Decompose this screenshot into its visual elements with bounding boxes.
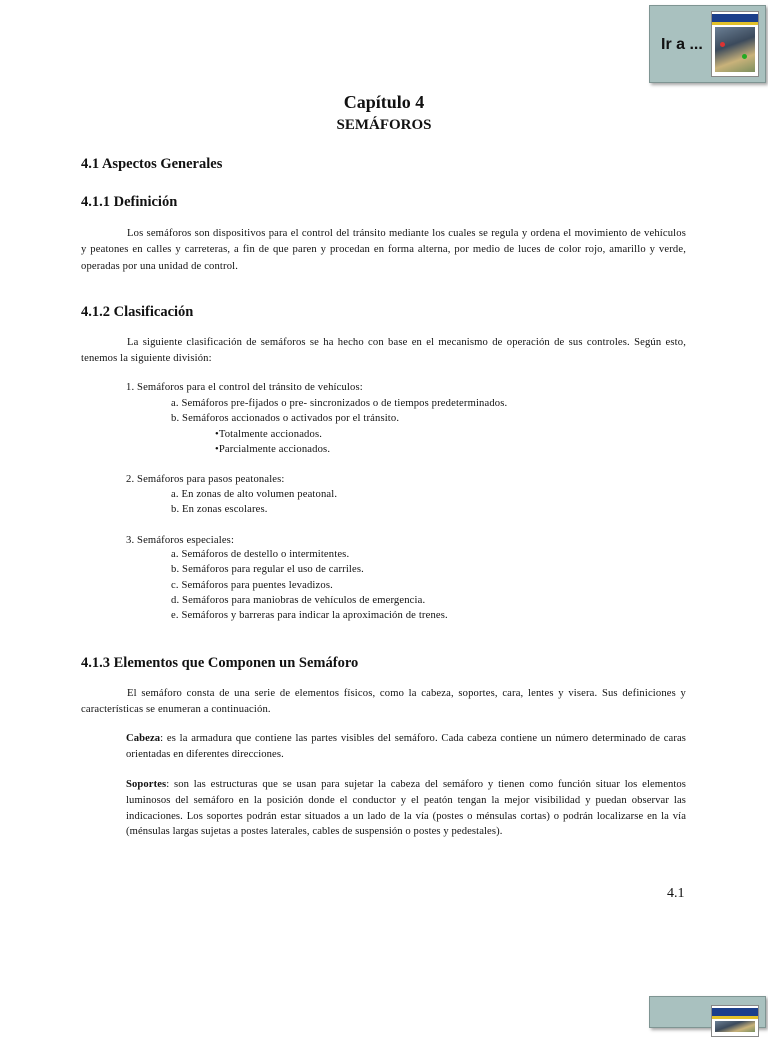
list-group-title: 1. Semáforos para el control del tránsito de vehículos:	[126, 382, 363, 393]
list-item: e. Semáforos y barreras para indicar la aproximación de trenes.	[171, 610, 448, 621]
chapter-title: Capítulo 4	[343, 92, 425, 112]
book-cover-icon	[711, 11, 759, 77]
list-bullet: •Totalmente accionados.	[215, 429, 323, 440]
go-to-button-bottom[interactable]	[649, 996, 766, 1028]
elements-intro: El semáforo consta de una serie de elementos físicos, como la cabeza, soportes, cara, lentes y visera. Sus definiciones y características se enumeran a continuación.	[81, 688, 686, 716]
list-item: c. Semáforos para puentes levadizos.	[171, 580, 333, 591]
list-item: a. Semáforos de destello o intermitentes.	[171, 549, 350, 560]
chapter-subtitle: SEMÁFOROS	[336, 117, 432, 133]
section-heading-4-1-2: 4.1.2 Clasificación	[81, 304, 194, 320]
section-heading-4-1-1: 4.1.1 Definición	[81, 194, 178, 210]
list-group-title: 2. Semáforos para pasos peatonales:	[126, 474, 285, 485]
definition-cabeza: Cabeza: es la armadura que contiene las partes visibles del semáforo. Cada cabeza contiene un número determinado de caras orientadas en diferentes direcciones.	[126, 733, 686, 760]
book-cover-icon	[711, 1005, 759, 1037]
classification-intro: La siguiente clasificación de semáforos se ha hecho con base en el mecanismo de operación de sus controles. Según esto, tenemos la siguiente división:	[81, 337, 686, 365]
list-bullet: •Parcialmente accionados.	[215, 444, 331, 455]
list-item: b. En zonas escolares.	[171, 504, 268, 515]
term-cabeza: Cabeza	[126, 733, 161, 744]
list-item: b. Semáforos para regular el uso de carriles.	[171, 564, 364, 575]
go-to-label: Ir a ...	[661, 36, 703, 53]
definition-soportes: Soportes: son las estructuras que se usan para sujetar la cabeza del semáforo y tienen como función situar los elementos luminosos del semáforo en la posición donde el conductor y el peatón tengan la mejor visibilidad y puedan observar las indicaciones. Los soportes podrán estar situados a un lado de la vía (postes o ménsulas cortas) o podrán localizarse en la vía (ménsulas largas sujetas a postes laterales, cables de suspensión o postes y pedestales).	[126, 779, 686, 838]
page-number: 4.1	[667, 886, 685, 901]
definition-paragraph: Los semáforos son dispositivos para el control del tránsito mediante los cuales se regula y ordena el movimiento de vehículos y peatones en calles y carreteras, a fin de que paren y procedan en forma alterna, por medio de luces de color rojo, amarillo y verde, operadas por una unidad de control.	[81, 228, 686, 272]
section-heading-4-1: 4.1 Aspectos Generales	[81, 156, 223, 172]
section-heading-4-1-3: 4.1.3 Elementos que Componen un Semáforo	[81, 655, 359, 671]
list-item: a. En zonas de alto volumen peatonal.	[171, 489, 338, 500]
list-item: b. Semáforos accionados o activados por el tránsito.	[171, 413, 400, 424]
list-group-title: 3. Semáforos especiales:	[126, 535, 235, 546]
term-soportes: Soportes	[126, 779, 167, 790]
list-item: d. Semáforos para maniobras de vehículos de emergencia.	[171, 595, 426, 606]
list-item: a. Semáforos pre-fijados o pre- sincronizados o de tiempos predeterminados.	[171, 398, 508, 409]
go-to-button[interactable]	[649, 5, 766, 83]
